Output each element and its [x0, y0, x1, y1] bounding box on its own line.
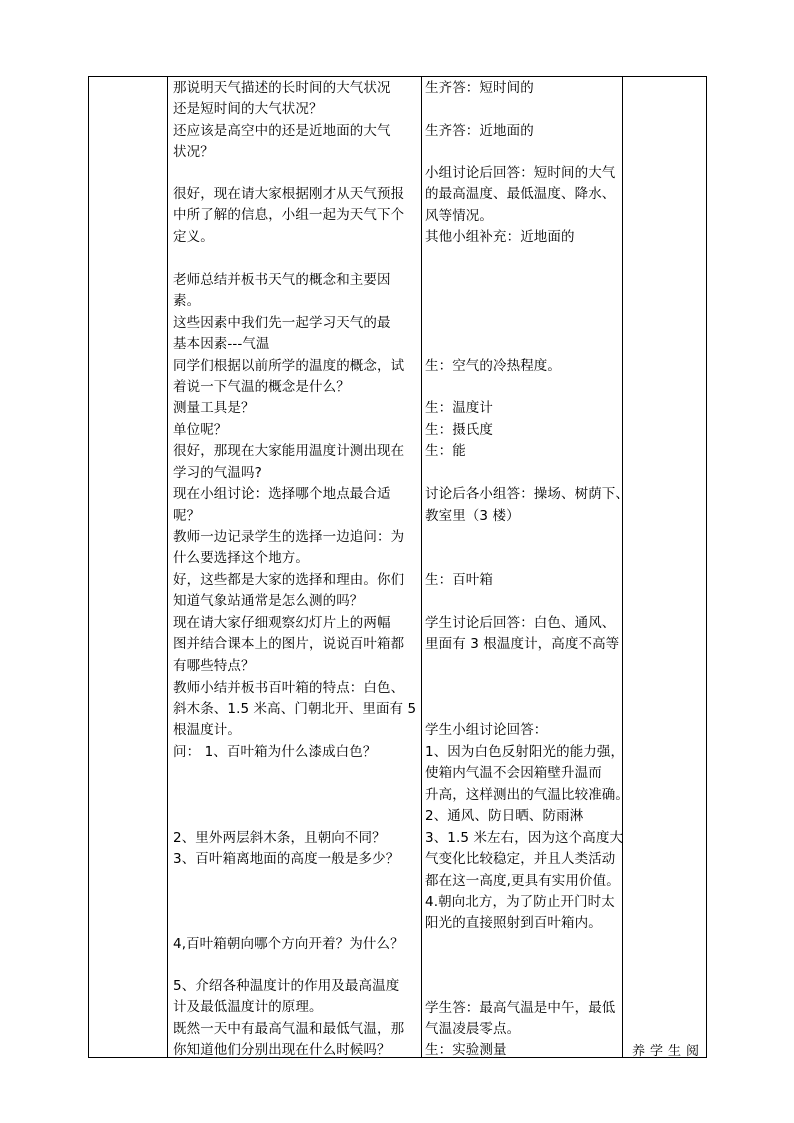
teacher-line: 状况？ [173, 144, 214, 160]
student-line: 学生讨论后回答：白色、通风、 [425, 615, 616, 631]
student-line: 1、因为白色反射阳光的能力强， [425, 744, 625, 760]
teacher-line: 很好，现在请大家根据刚才从天气预报 [173, 186, 405, 202]
teacher-line: 这些因素中我们先一起学习天气的最 [173, 315, 391, 331]
teacher-line: 2、里外两层斜木条，且朝向不同？ [173, 830, 386, 846]
teacher-line: 既然一天中有最高气温和最低气温，那 [173, 1021, 405, 1037]
student-line: 生：空气的冷热程度。 [425, 358, 561, 374]
teacher-line: 5、介绍各种温度计的作用及最高温度 [173, 978, 400, 994]
student-line: 里面有 3 根温度计，高度不高等 [425, 636, 620, 652]
student-line: 都在这一高度,更具有实用价值。 [425, 873, 620, 889]
teacher-line: 基本因素---气温 [173, 336, 270, 352]
teacher-line: 还是短时间的大气状况？ [173, 101, 323, 117]
column-divider-2 [421, 77, 422, 1057]
student-line: 4.朝向北方，为了防止开门时太 [425, 894, 615, 910]
teacher-line: 现在请大家仔细观察幻灯片上的两幅 [173, 615, 391, 631]
teacher-line: 有哪些特点？ [173, 658, 255, 674]
teacher-line: 还应该是高空中的还是近地面的大气 [173, 123, 391, 139]
teacher-line: 3、百叶箱离地面的高度一般是多少？ [173, 851, 400, 867]
teacher-line: 教师小结并板书百叶箱的特点：白色、 [173, 680, 405, 696]
teacher-line: 知道气象站通常是怎么测的吗？ [173, 593, 364, 609]
student-line: 其他小组补充：近地面的 [425, 229, 575, 245]
teacher-line: 同学们根据以前所学的温度的概念，试 [173, 358, 405, 374]
student-line: 生齐答：短时间的 [425, 80, 534, 96]
teacher-line: 素。 [173, 293, 201, 309]
teacher-line: 好，这些都是大家的选择和理由。你们 [173, 572, 405, 588]
student-line: 2、通风、防日晒、防雨淋 [425, 808, 584, 824]
student-line: 学生答：最高气温是中午，最低 [425, 1000, 616, 1016]
student-line: 阳光的直接照射到百叶箱内。 [425, 915, 602, 931]
teacher-line: 测量工具是？ [173, 400, 255, 416]
student-line: 风等情况。 [425, 208, 493, 224]
teacher-line: 老师总结并板书天气的概念和主要因 [173, 272, 391, 288]
teacher-line: 图并结合课本上的图片，说说百叶箱都 [173, 636, 405, 652]
column-divider-3 [622, 77, 623, 1057]
teacher-line: 学习的气温吗? [173, 465, 262, 481]
student-line: 3、1.5 米左右，因为这个高度大 [425, 830, 624, 846]
teacher-line: 斜木条、1.5 米高、门朝北开、里面有 5 [173, 701, 417, 717]
student-line: 生：实验测量 [425, 1042, 507, 1058]
column-divider-1 [167, 77, 168, 1057]
student-line: 使箱内气温不会因箱壁升温而 [425, 765, 602, 781]
teacher-line: 着说一下气温的概念是什么？ [173, 379, 350, 395]
student-line: 讨论后各小组答：操场、树荫下、 [425, 486, 629, 502]
teacher-line: 呢？ [173, 508, 201, 524]
teacher-line: 教师一边记录学生的选择一边追问：为 [173, 529, 405, 545]
student-line: 生：百叶箱 [425, 572, 493, 588]
teacher-line: 那说明天气描述的长时间的大气状况 [173, 80, 391, 96]
student-line: 学生小组讨论回答： [425, 722, 548, 738]
student-line: 生：温度计 [425, 400, 493, 416]
teacher-line: 计及最低温度计的原理。 [173, 999, 323, 1015]
teacher-line: 现在小组讨论：选择哪个地点最合适 [173, 486, 391, 502]
teacher-line: 4,百叶箱朝向哪个方向开着？为什么？ [173, 936, 404, 952]
student-line: 小组讨论后回答：短时间的大气 [425, 165, 616, 181]
teacher-line: 你知道他们分别出现在什么时候吗？ [173, 1042, 391, 1058]
student-line: 气温凌晨零点。 [425, 1021, 521, 1037]
student-line: 教室里（3 楼） [425, 508, 520, 524]
student-line: 气变化比较稳定，并且人类活动 [425, 851, 616, 867]
teacher-line: 中所了解的信息，小组一起为天气下个 [173, 207, 405, 223]
student-line: 生齐答：近地面的 [425, 123, 534, 139]
teacher-line: 什么要选择这个地方。 [173, 550, 309, 566]
teacher-line: 单位呢？ [173, 422, 228, 438]
design-intent-text: 养学生阅 [632, 1044, 705, 1059]
teacher-line: 问： 1、百叶箱为什么漆成白色？ [173, 744, 377, 760]
teacher-line: 很好，那现在大家能用温度计测出现在 [173, 443, 405, 459]
teacher-line: 定义。 [173, 229, 214, 245]
teacher-line: 根温度计。 [173, 722, 241, 738]
student-line: 生：能 [425, 443, 466, 459]
student-line: 生：摄氏度 [425, 422, 493, 438]
student-line: 升高，这样测出的气温比较准确。 [425, 787, 629, 803]
student-line: 的最高温度、最低温度、降水、 [425, 186, 616, 202]
